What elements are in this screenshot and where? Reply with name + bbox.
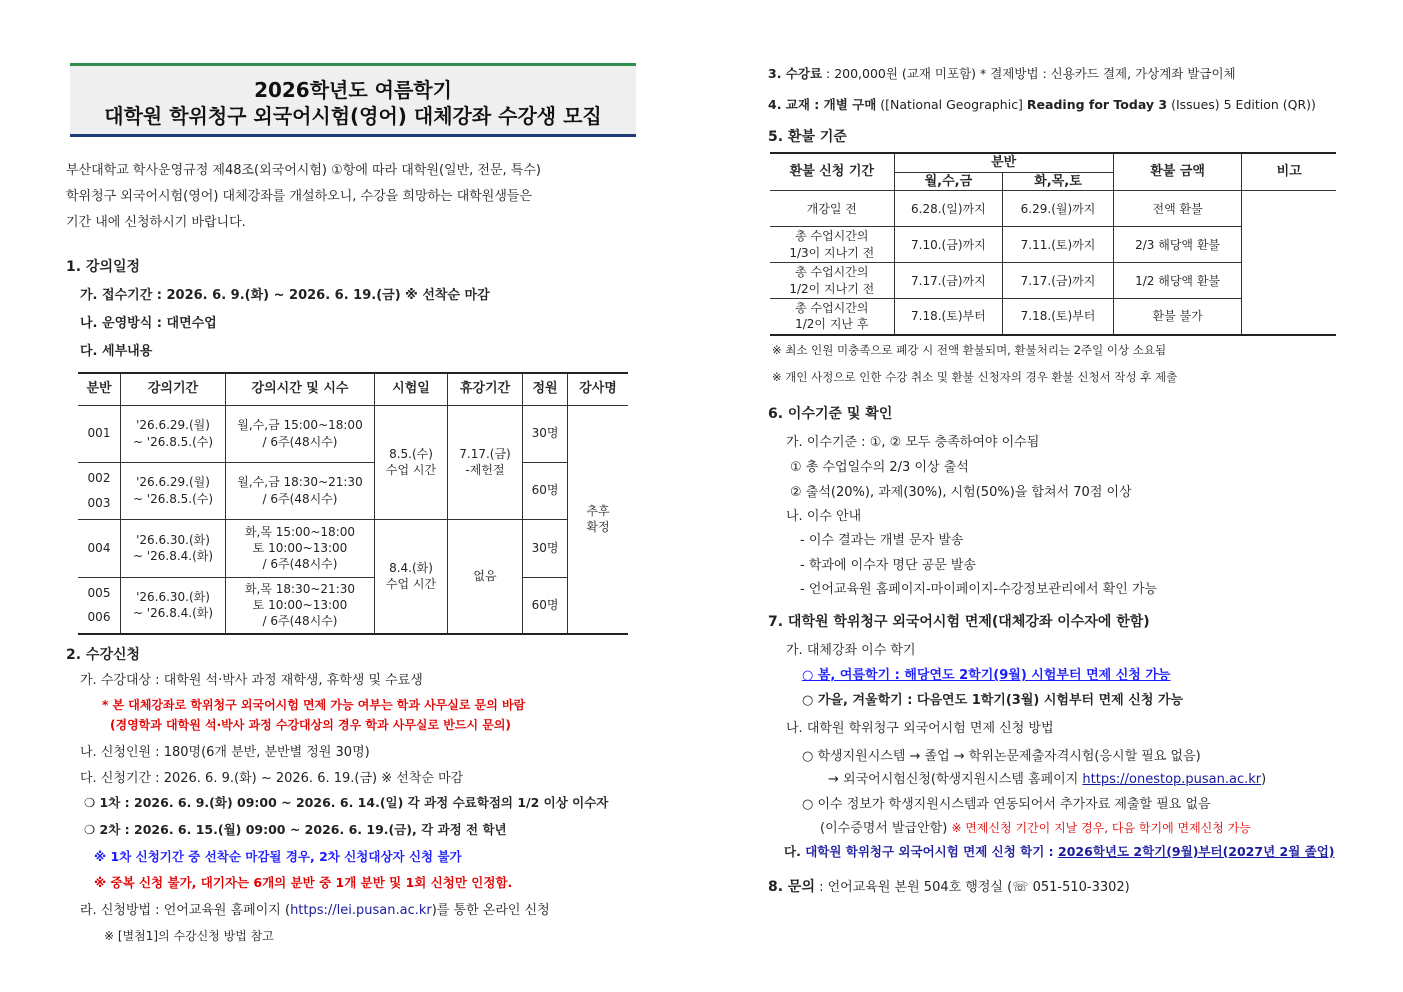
capacity-cell: 30명 (523, 519, 568, 577)
intro-line-1: 부산대학교 학사운영규정 제48조(외국어시험) ①항에 따라 대학원(일반, 전문, 특수) (66, 163, 541, 178)
ban-cell: 004 (78, 519, 121, 577)
break-cell: 7.17.(금) -제헌절 (448, 405, 523, 519)
sec2-reference: ※ [별첨1]의 수강신청 방법 참고 (104, 929, 274, 943)
period-cell: '26.6.29.(월) ~ '26.8.5.(수) (121, 405, 226, 462)
refund-period-cell: 개강일 전 (770, 191, 894, 227)
time-cell: 화,목 15:00~18:00 토 10:00~13:00 / 6주(48시수) (226, 519, 375, 577)
ban-cell: 005 006 (78, 577, 121, 634)
time-cell: 화,목 18:30~21:30 토 10:00~13:00 / 6주(48시수) (226, 577, 375, 634)
section-1-heading: 1. 강의일정 (66, 259, 141, 275)
time-cell: 월,수,금 18:30~21:30 / 6주(48시수) (226, 462, 375, 519)
refund-date-cell: 7.18.(토)부터 (894, 299, 1003, 335)
refund-period-cell: 총 수업시간의 1/2이 지나기 전 (770, 263, 894, 299)
refund-amount-cell: 환불 불가 (1113, 299, 1242, 335)
capacity-cell: 60명 (523, 462, 568, 519)
section-6-heading: 6. 이수기준 및 확인 (768, 406, 893, 422)
th-refund-period: 환불 신청 기간 (770, 153, 894, 191)
period-cell: '26.6.29.(월) ~ '26.8.5.(수) (121, 462, 226, 519)
section-2-heading: 2. 수강신청 (66, 647, 141, 663)
period-cell: '26.6.30.(화) ~ '26.8.4.(화) (121, 577, 226, 634)
sec2-headcount: 나. 신청인원 : 180명(6개 분반, 분반별 정원 30명) (80, 745, 370, 760)
refund-date-cell: 6.28.(일)까지 (894, 191, 1003, 227)
sec2-target: 가. 수강대상 : 대학원 석·박사 과정 재학생, 휴학생 및 수료생 (80, 673, 423, 688)
refund-amount-cell: 전액 환불 (1113, 191, 1242, 227)
table-row (78, 577, 628, 634)
table-row (78, 405, 628, 462)
sec1-reception-period: 가. 접수기간 : 2026. 6. 9.(화) ~ 2026. 6. 19.(금) ※ 선착순 마감 (80, 288, 490, 303)
title-line-1: 2026학년도 여름학기 (254, 78, 452, 102)
sec2-round-2: ❍ 2차 : 2026. 6. 15.(월) 09:00 ~ 2026. 6. 19.(금), 각 과정 전 학년 (84, 822, 507, 837)
refund-note-1: ※ 최소 인원 미충족으로 폐강 시 전액 환불되며, 환불처리는 2주일 이상 소요됨 (772, 343, 1167, 357)
sec7-method-1: ○ 학생지원시스템 → 졸업 → 학위논문제출자격시험(응시할 필요 없음) (802, 749, 1201, 764)
refund-amount-cell: 2/3 해당액 환불 (1113, 227, 1242, 263)
section-3: 3. 수강료 : 200,000원 (교재 미포함) * 결제방법 : 신용카드 결제, 가상계좌 발급이체 (768, 66, 1236, 81)
th-time: 강의시간 및 시수 (226, 373, 375, 405)
sec6-guide-1: - 이수 결과는 개별 문자 발송 (800, 533, 964, 548)
exam-cell: 8.5.(수) 수업 시간 (375, 405, 448, 519)
sec7-method-2: → 외국어시험신청(학생지원시스템 홈페이지 https://onestop.pusan.ac.kr) (828, 772, 1267, 787)
sec2-apply-period: 다. 신청기간 : 2026. 6. 9.(화) ~ 2026. 6. 19.(금) ※ 선착순 마감 (80, 771, 464, 786)
sec2-round-1: ❍ 1차 : 2026. 6. 9.(화) 09:00 ~ 2026. 6. 14.(일) 각 과정 수료학점의 1/2 이상 이수자 (84, 795, 609, 810)
th-break: 휴강기간 (448, 373, 523, 405)
th-ban: 분반 (78, 373, 121, 405)
sec2-warning-2: ※ 중복 신청 불가, 대기자는 6개의 분반 중 1개 분반 및 1회 신청만 인정함. (94, 875, 513, 890)
th-ban-tts: 화,목,토 (1003, 172, 1114, 191)
refund-date-cell: 7.17.(금)까지 (894, 263, 1003, 299)
sec2-note-1: * 본 대체강좌로 학위청구 외국어시험 면제 가능 여부는 학과 사무실로 문의 바람 (102, 698, 526, 712)
refund-table (770, 152, 1336, 336)
sec2-warning-1: ※ 1차 신청기간 중 선착순 마감될 경우, 2차 신청대상자 신청 불가 (94, 849, 462, 864)
capacity-cell: 30명 (523, 405, 568, 462)
sec6-criteria-2: ② 출석(20%), 과제(30%), 시험(50%)을 합쳐서 70점 이상 (790, 485, 1132, 500)
table-row (78, 519, 628, 577)
sec7-apply-semester: 다. 대학원 학위청구 외국어시험 면제 신청 학기 : 2026학년도 2학기(9월)부터(2027년 2월 졸업) (784, 844, 1335, 859)
section-7-heading: 7. 대학원 학위청구 외국어시험 면제(대체강좌 이수자에 한함) (768, 614, 1150, 630)
refund-date-cell: 7.11.(토)까지 (1003, 227, 1114, 263)
section-8: 8. 문의 : 언어교육원 본원 504호 행정실 (☏ 051-510-3302) (768, 879, 1130, 895)
time-cell: 월,수,금 15:00~18:00 / 6주(48시수) (226, 405, 375, 462)
ban-cell: 001 (78, 405, 121, 462)
sec6-criteria-1: ① 총 수업일수의 2/3 이상 출석 (790, 460, 969, 475)
ban-cell: 002 003 (78, 462, 121, 519)
intro-line-2: 학위청구 외국어시험(영어) 대체강좌를 개설하오니, 수강을 희망하는 대학원생들은 (66, 189, 533, 204)
refund-date-cell: 7.17.(금)까지 (1003, 263, 1114, 299)
table-row (770, 191, 1336, 227)
refund-period-cell: 총 수업시간의 1/3이 지나기 전 (770, 227, 894, 263)
sec1-details: 다. 세부내용 (80, 344, 153, 359)
table-row (78, 462, 628, 519)
sec6-guide-3: - 언어교육원 홈페이지-마이페이지-수강정보관리에서 확인 가능 (800, 582, 1158, 597)
refund-date-cell: 6.29.(월)까지 (1003, 191, 1114, 227)
refund-note-2: ※ 개인 사정으로 인한 수강 취소 및 환불 신청자의 경우 환불 신청서 작성 후 제출 (772, 370, 1178, 384)
sec7-method-3: ○ 이수 정보가 학생지원시스템과 연동되어서 추가자료 제출할 필요 없음 (802, 797, 1211, 812)
sec7-method-4: (이수증명서 발급안함) ※ 면제신청 기간이 지날 경우, 다음 학기에 면제신청 가능 (820, 821, 1251, 836)
sec2-method: 라. 신청방법 : 언어교육원 홈페이지 (https://lei.pusan.ac.kr)를 통한 온라인 신청 (80, 903, 550, 918)
th-instructor: 강사명 (568, 373, 629, 405)
section-5-heading: 5. 환불 기준 (768, 129, 847, 145)
refund-amount-cell: 1/2 해당액 환불 (1113, 263, 1242, 299)
sec6-guide-2: - 학과에 이수자 명단 공문 발송 (800, 558, 977, 573)
sec6-guide: 나. 이수 안내 (786, 509, 862, 524)
refund-date-cell: 7.18.(토)부터 (1003, 299, 1114, 335)
sec7-fall-winter: ○ 가을, 겨울학기 : 다음연도 1학기(3월) 시험부터 면제 신청 가능 (802, 693, 1184, 708)
th-refund-note: 비고 (1242, 153, 1336, 191)
th-exam: 시험일 (375, 373, 448, 405)
sec7-spring-summer: ○ 봄, 여름학기 : 해당연도 2학기(9월) 시험부터 면제 신청 가능 (802, 668, 1171, 683)
period-cell: '26.6.30.(화) ~ '26.8.4.(화) (121, 519, 226, 577)
sec7-semester: 가. 대체강좌 이수 학기 (786, 643, 916, 658)
th-capacity: 정원 (523, 373, 568, 405)
lei-link[interactable]: https://lei.pusan.ac.kr (290, 903, 432, 918)
th-refund-ban: 분반 (894, 153, 1113, 172)
instructor-cell: 추후 확정 (568, 405, 629, 634)
refund-period-cell: 총 수업시간의 1/2이 지난 후 (770, 299, 894, 335)
refund-date-cell: 7.10.(금)까지 (894, 227, 1003, 263)
title-box (70, 63, 636, 137)
th-refund-amount: 환불 금액 (1113, 153, 1242, 191)
intro-line-3: 기간 내에 신청하시기 바랍니다. (66, 215, 246, 230)
th-ban-mwf: 월,수,금 (894, 172, 1003, 191)
refund-note-cell (1242, 191, 1336, 335)
capacity-cell: 60명 (523, 577, 568, 634)
sec2-note-2: (경영학과 대학원 석·박사 과정 수강대상의 경우 학과 사무실로 반드시 문의) (110, 718, 511, 732)
sec7-method: 나. 대학원 학위청구 외국어시험 면제 신청 방법 (786, 721, 1054, 736)
onestop-link[interactable]: https://onestop.pusan.ac.kr (1082, 772, 1262, 787)
break-cell: 없음 (448, 519, 523, 634)
exam-cell: 8.4.(화) 수업 시간 (375, 519, 448, 634)
sec6-criteria: 가. 이수기준 : ①, ② 모두 충족하여야 이수됨 (786, 435, 1040, 450)
sec1-operation-mode: 나. 운영방식 : 대면수업 (80, 316, 217, 331)
title-line-2: 대학원 학위청구 외국어시험(영어) 대체강좌 수강생 모집 (104, 104, 602, 128)
th-period: 강의기간 (121, 373, 226, 405)
schedule-table (78, 372, 628, 635)
section-4: 4. 교재 : 개별 구매 ([National Geographic] Reading for Today 3 (Issues) 5 Edition (QR)) (768, 97, 1316, 112)
